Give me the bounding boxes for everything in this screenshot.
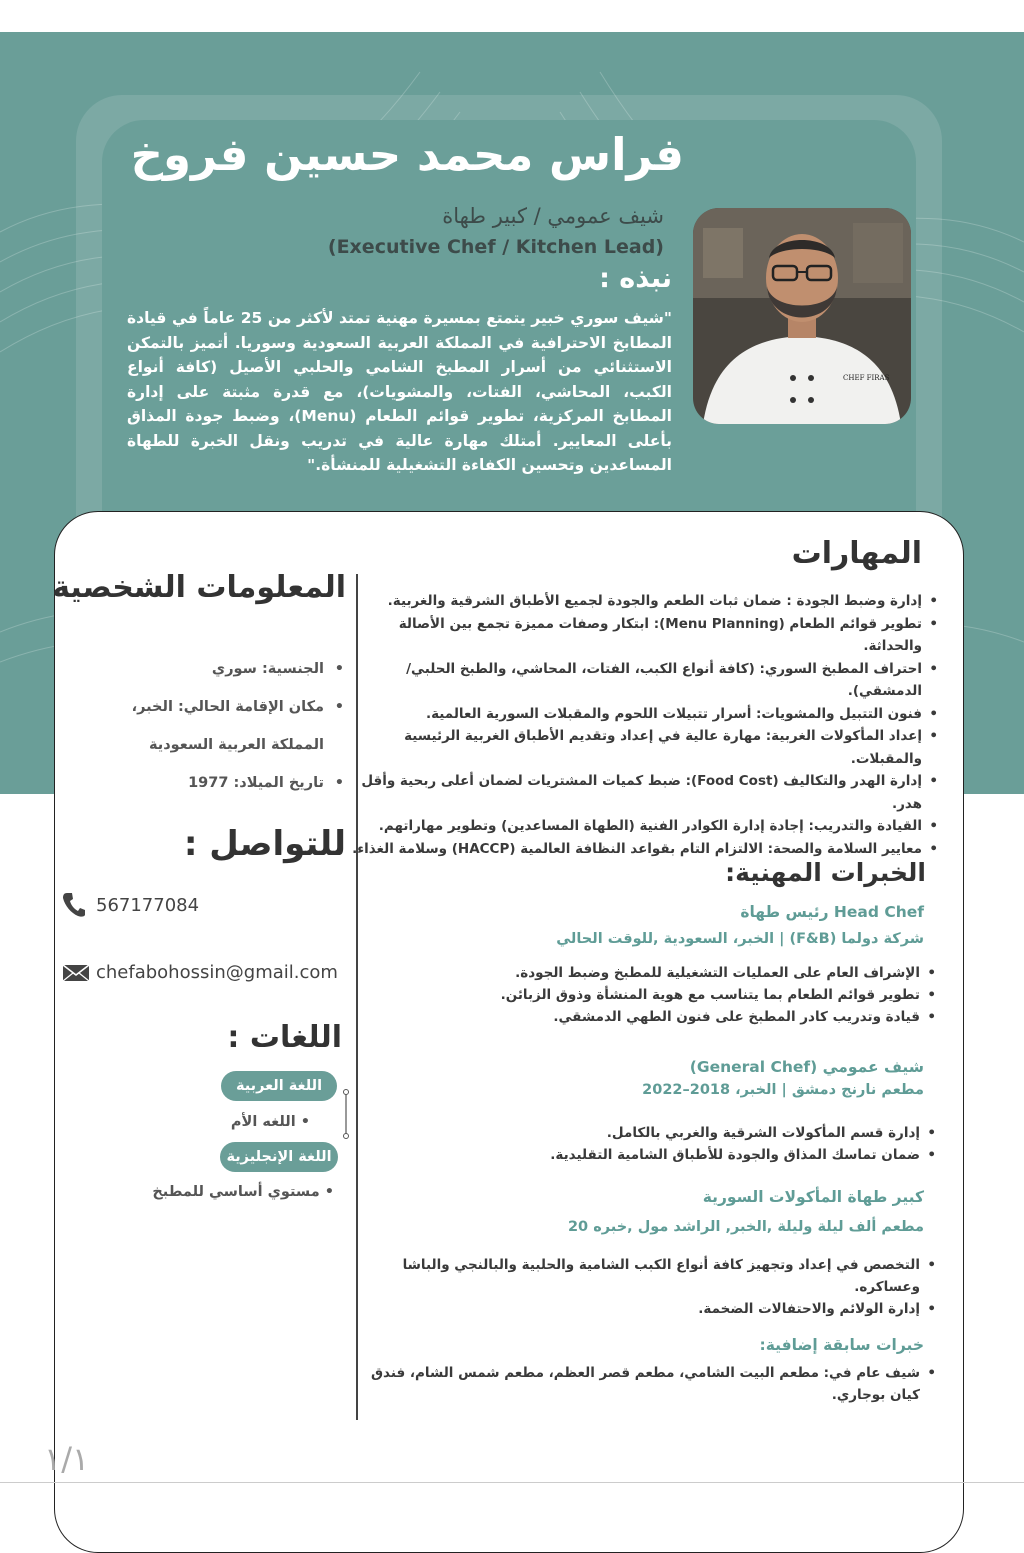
page-bottom-line <box>0 1482 1024 1483</box>
profile-photo <box>693 208 911 424</box>
job-bullet: • التخصص في إعداد وتجهيز كافة أنواع الكبب الشامية والحلبية والبالنجي والباشا وعساكره. <box>360 1254 920 1298</box>
additional-experience-title: خبرات سابقة إضافية: <box>759 1336 924 1354</box>
language-english-level: • مستوي أساسي للمطبخ <box>152 1184 334 1200</box>
skills-list <box>342 590 940 860</box>
job-3-bullets <box>360 1254 940 1320</box>
nationality: • الجنسية: سوري <box>79 650 324 688</box>
skill-item: • تطوير قوائم الطعام (Menu Planning): ابتكار وصفات مميزة تجمع بين الأصالة والحداثة. <box>342 613 922 658</box>
skills-heading: المهارات <box>791 536 922 571</box>
skill-item: • فنون التتبيل والمشويات: أسرار تتبيلات اللحوم والمقبلات السورية العالمية. <box>342 703 922 726</box>
skill-item: • احتراف المطبخ السوري: (كافة أنواع الكبب، الفتات، المحاشي، والطبخ الحلبي/الدمشقي). <box>342 658 922 703</box>
personal-info-list <box>79 650 324 802</box>
about-text: "شيف سوري خبير يتمتع بمسيرة مهنية تمتد لأكثر من 25 عاماً في قيادة المطابخ الاحترافية في المملكة العربية السعودية وسوريا. أتميز بالتمكن الاستثنائي من أسرار المطبخ الشامي والحلبي الأصيل (كافة أنواع الكبب، المحاشي، الفتات، والمشويات)، مع قدرة مثبتة على إدارة المطابخ المركزية، تطوير قوائم الطعام (Menu)، وضبط جودة المذاق بأعلى المعايير. أمتلك مهارة عالية في تدريب ونقل الخبرة للطهاة المساعدين وتحسين الكفاءة التشغيلية للمنشأة." <box>127 309 672 474</box>
candidate-name: فراس محمد حسين فروخ <box>130 128 684 181</box>
job-bullet: • قيادة وتدريب كادر المطبخ على فنون الطهي الدمشقي. <box>360 1006 920 1028</box>
skill-item: • إعداد المأكولات الغربية: مهارة عالية في إعداد وتقديم الأطباق الغربية الرئيسية والمقبلات. <box>342 725 922 770</box>
personal-info-heading: المعلومات الشخصية <box>52 570 346 605</box>
job-title-english: (Executive Chef / Kitchen Lead) <box>327 236 664 258</box>
about-heading: نبذه : <box>599 263 672 294</box>
skill-item: • إدارة الهدر والتكاليف (Food Cost): ضبط كميات المشتريات لضمان أعلى ربحية وأقل هدر. <box>342 770 922 815</box>
top-margin <box>0 0 1024 32</box>
language-arabic-level: • اللغه الأم <box>230 1114 310 1130</box>
skill-item: • معايير السلامة والصحة: الالتزام التام بقواعد النظافة العالمية (HACCP) وسلامة الغذاء. <box>342 838 922 861</box>
email-row[interactable] <box>62 962 338 983</box>
job-2-company: مطعم نارنج دمشق | الخبر، 2018–2022 <box>642 1082 924 1098</box>
language-english-pill: اللغة الإنجليزية <box>220 1142 338 1172</box>
job-bullet: • إدارة الولائم والاحتفالات الضخمة. <box>360 1298 920 1320</box>
job-3-title: كبير طهاة المأكولات السورية <box>702 1188 924 1206</box>
job-3-company: مطعم ألف ليلة وليلة ,الخبر, الراشد مول ,خبره 20 <box>567 1219 924 1235</box>
additional-experience-bullets <box>360 1362 940 1406</box>
job-2-bullets <box>360 1122 940 1166</box>
job-bullet: • إدارة قسم المأكولات الشرقية والغربي بالكامل. <box>360 1122 920 1144</box>
contact-heading: للتواصل : <box>183 824 346 864</box>
phone-row[interactable] <box>62 892 199 918</box>
phone-icon <box>62 892 86 918</box>
phone-number[interactable]: 567177084 <box>96 894 200 916</box>
job-bullet: • ضمان تماسك المذاق والجودة للأطباق الشامية التقليدية. <box>360 1144 920 1166</box>
job-1-bullets <box>360 962 940 1028</box>
job-1-title: Head Chef رئيس طهاة <box>740 903 924 921</box>
envelope-icon <box>62 963 90 983</box>
language-connector <box>340 1088 352 1140</box>
job-title-arabic: شيف عمومي / كبير طهاة <box>442 204 664 228</box>
language-arabic-pill: اللغة العربية <box>221 1071 337 1101</box>
job-2-title: شيف عمومي (General Chef) <box>689 1058 924 1076</box>
residence: • مكان الإقامة الحالي: الخبر، المملكة العربية السعودية <box>79 688 324 764</box>
job-1-company: شركة دولما (F&B) | الخبر، السعودية ,للوقت الحالي <box>556 931 924 947</box>
job-bullet: • تطوير قوائم الطعام بما يتناسب مع هوية المنشأة وذوق الزبائن. <box>360 984 920 1006</box>
photo-badge: CHEF FIRAS <box>843 374 890 382</box>
skill-item: • القيادة والتدريب: إجادة إدارة الكوادر الفنية (الطهاة المساعدين) وتطوير مهاراتهم. <box>342 815 922 838</box>
email-address[interactable]: chefabohossin@gmail.com <box>96 962 338 983</box>
birth-date: • تاريخ الميلاد: 1977 <box>79 764 324 802</box>
job-bullet: • شيف عام في: مطعم البيت الشامي، مطعم قصر العظم، مطعم شمس الشام، فندق كيان بوجاري. <box>360 1362 920 1406</box>
languages-heading: اللغات : <box>227 1020 342 1055</box>
job-bullet: • الإشراف العام على العمليات التشغيلية للمطبخ وضبط الجودة. <box>360 962 920 984</box>
page-number: ١/١ <box>44 1440 90 1478</box>
skill-item: • إدارة وضبط الجودة : ضمان ثبات الطعم والجودة لجميع الأطباق الشرقية والغربية. <box>342 590 922 613</box>
experience-heading: الخبرات المهنية: <box>725 858 926 887</box>
